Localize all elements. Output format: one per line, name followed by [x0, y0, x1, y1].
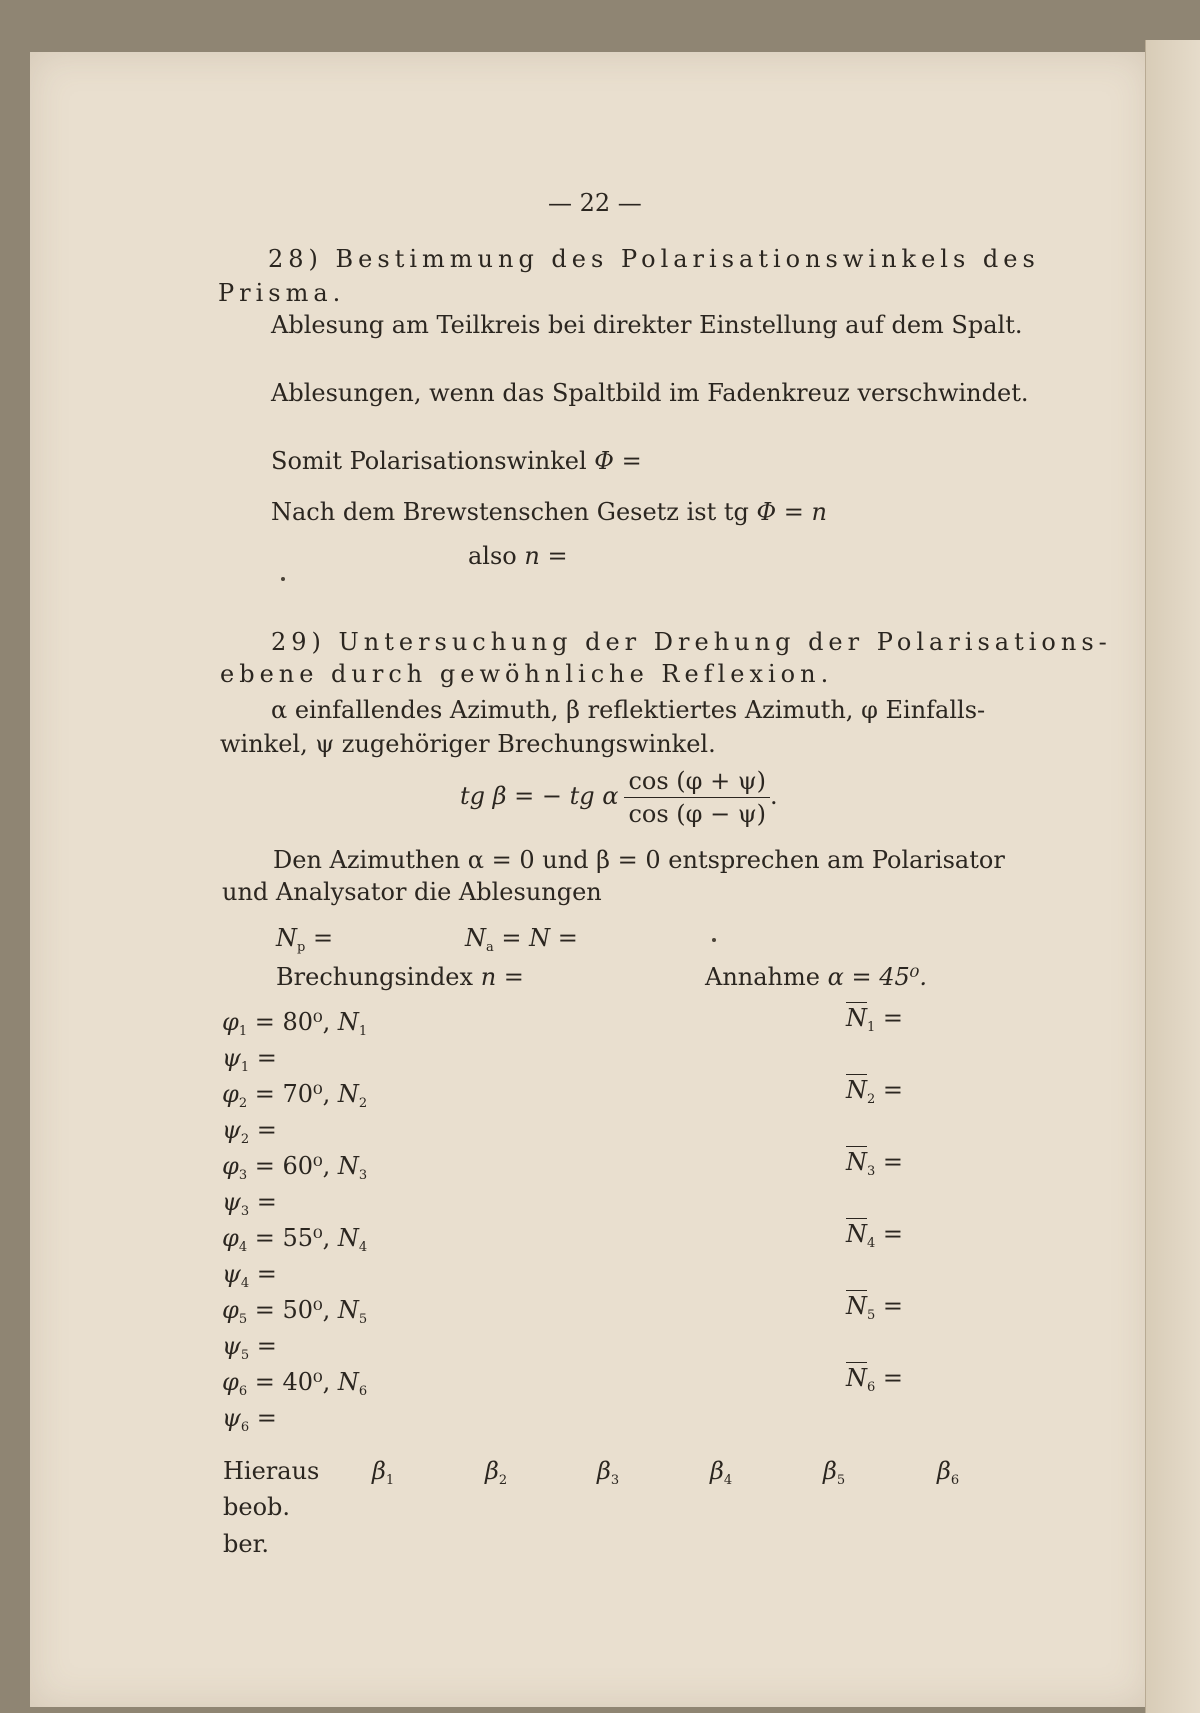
angle-value: = 55⁰,	[254, 1224, 331, 1252]
psi-equals: =	[256, 1404, 277, 1432]
na-symbol: N	[465, 924, 486, 952]
n-bar-row	[846, 1147, 903, 1187]
phi-row	[222, 1007, 367, 1047]
phi-row	[222, 1079, 367, 1119]
symbol-definitions: α einfallendes Azimuth, β reflektiertes Azimuth, φ Einfalls-	[271, 696, 986, 724]
beta-subscript: 4	[723, 1473, 733, 1488]
n-subscript: 4	[358, 1240, 368, 1255]
na-reading	[465, 923, 578, 963]
formula-numerator: cos (φ + ψ)	[624, 767, 770, 798]
n-bar-equals: =	[882, 1220, 904, 1248]
n-bar-subscript: 5	[867, 1308, 876, 1323]
formula-fraction	[624, 767, 770, 828]
psi-equals: =	[256, 1044, 277, 1072]
azimuth-statement: Den Azimuthen α = 0 und β = 0 entsprechen am Polarisator	[273, 846, 1005, 874]
beta-symbol: β	[823, 1457, 837, 1485]
refractive-index-line	[468, 541, 568, 571]
phi-subscript: 2	[238, 1096, 248, 1111]
n-subscript: 3	[358, 1168, 368, 1183]
phi-row	[222, 1151, 367, 1191]
n-bar-equals: =	[882, 1148, 904, 1176]
psi-subscript: 2	[240, 1132, 250, 1147]
n-bar-row	[846, 1003, 903, 1043]
polarisation-angle-label: Somit Polarisationswinkel	[271, 447, 587, 475]
angle-value: = 50⁰,	[254, 1296, 331, 1324]
beta-column-header	[937, 1456, 959, 1496]
psi-symbol: ψ	[222, 1044, 241, 1072]
psi-row	[222, 1331, 277, 1371]
n-bar-equals: =	[882, 1292, 904, 1320]
psi-row	[222, 1259, 277, 1299]
phi-symbol: φ	[222, 1224, 239, 1252]
phi-row	[222, 1223, 367, 1263]
n-equals: n =	[524, 542, 568, 570]
n-symbol: N	[337, 1224, 359, 1252]
psi-symbol: ψ	[222, 1404, 241, 1432]
n-symbol: N	[337, 1008, 359, 1036]
brewster-law-formula: Φ = n	[756, 498, 827, 526]
psi-row	[222, 1187, 277, 1227]
n-bar-row	[846, 1075, 903, 1115]
beta-column-header	[372, 1456, 394, 1496]
refractive-index-label: Brechungsindex	[276, 963, 474, 991]
n-bar-row	[846, 1219, 903, 1259]
n-symbol: N	[337, 1296, 359, 1324]
phi-subscript: 6	[238, 1384, 248, 1399]
observed-label: beob.	[223, 1493, 291, 1521]
n-subscript: 1	[358, 1024, 368, 1039]
assumption	[705, 962, 927, 992]
phi-row	[222, 1295, 367, 1335]
beta-subscript: 3	[610, 1473, 620, 1488]
psi-row	[222, 1115, 277, 1155]
n-bar-symbol: N	[846, 1220, 867, 1248]
symbol-definitions-cont: winkel, ψ zugehöriger Brechungswinkel.	[220, 730, 716, 758]
n-bar-row	[846, 1291, 903, 1331]
reading-direct: Ablesung am Teilkreis bei direkter Einstellung auf dem Spalt.	[271, 311, 1023, 339]
beta-subscript: 2	[498, 1473, 508, 1488]
formula-left-side: tg β = − tg α	[460, 782, 619, 810]
beta-column-header	[485, 1456, 507, 1496]
n-bar-symbol: N	[846, 1292, 867, 1320]
n-symbol: N	[337, 1080, 359, 1108]
n-bar-symbol: N	[846, 1004, 867, 1032]
beta-symbol: β	[597, 1457, 611, 1485]
psi-row	[222, 1043, 277, 1083]
beta-subscript: 1	[385, 1473, 395, 1488]
adjacent-page-edge	[1145, 40, 1200, 1713]
psi-equals: =	[256, 1332, 277, 1360]
paper-speck	[281, 577, 285, 581]
n-bar-subscript: 1	[867, 1020, 876, 1035]
n-subscript: 2	[358, 1096, 368, 1111]
phi-symbol: φ	[222, 1080, 239, 1108]
psi-row	[222, 1403, 277, 1443]
beta-subscript: 6	[950, 1473, 960, 1488]
section-29-heading: 29) Untersuchung der Drehung der Polarisations-	[271, 628, 1112, 656]
angle-value: = 60⁰,	[254, 1152, 331, 1180]
reading-slit-image: Ablesungen, wenn das Spaltbild im Fadenkreuz verschwindet.	[271, 379, 1029, 407]
n-bar-subscript: 4	[867, 1236, 876, 1251]
phi-subscript: 4	[238, 1240, 248, 1255]
formula-period: .	[770, 782, 778, 810]
psi-symbol: ψ	[222, 1188, 241, 1216]
beta-column-header	[710, 1456, 732, 1496]
np-symbol: N	[276, 924, 297, 952]
np-subscript: p	[297, 940, 306, 955]
refractive-index-symbol: n =	[480, 963, 524, 991]
phi-symbol: φ	[222, 1152, 239, 1180]
na-equals-n: = N =	[501, 924, 578, 952]
phi-row	[222, 1367, 367, 1407]
phi-symbol: φ	[222, 1368, 239, 1396]
angle-value: = 40⁰,	[254, 1368, 331, 1396]
also-label: also	[468, 542, 517, 570]
n-bar-subscript: 3	[867, 1164, 876, 1179]
psi-symbol: ψ	[222, 1332, 241, 1360]
psi-symbol: ψ	[222, 1260, 241, 1288]
beta-symbol: β	[485, 1457, 499, 1485]
beta-column-header	[823, 1456, 845, 1496]
np-reading	[276, 923, 333, 963]
n-subscript: 5	[358, 1312, 368, 1327]
psi-equals: =	[256, 1260, 277, 1288]
section-28-heading: 28) Bestimmung des Polarisationswinkels des	[268, 245, 1040, 273]
phi-symbol: φ	[222, 1008, 239, 1036]
np-equals: =	[312, 924, 334, 952]
psi-symbol: ψ	[222, 1116, 241, 1144]
n-bar-subscript: 6	[867, 1380, 876, 1395]
n-symbol: N	[337, 1152, 359, 1180]
phi-subscript: 1	[238, 1024, 248, 1039]
psi-subscript: 3	[240, 1204, 250, 1219]
psi-equals: =	[256, 1116, 277, 1144]
assumption-value: α = 45⁰.	[827, 963, 927, 991]
formula-denominator: cos (φ − ψ)	[628, 800, 767, 828]
psi-subscript: 5	[240, 1348, 250, 1363]
beta-symbol: β	[937, 1457, 951, 1485]
phi-subscript: 3	[238, 1168, 248, 1183]
n-bar-symbol: N	[846, 1364, 867, 1392]
n-bar-equals: =	[882, 1004, 904, 1032]
reflection-formula	[460, 767, 778, 828]
beta-subscript: 5	[836, 1473, 846, 1488]
psi-subscript: 4	[240, 1276, 250, 1291]
n-symbol: N	[337, 1368, 359, 1396]
psi-subscript: 6	[240, 1420, 250, 1435]
n-bar-equals: =	[882, 1076, 904, 1104]
psi-subscript: 1	[240, 1060, 250, 1075]
angle-value: = 70⁰,	[254, 1080, 331, 1108]
psi-equals: =	[256, 1188, 277, 1216]
calculated-label: ber.	[223, 1530, 270, 1558]
azimuth-statement-cont: und Analysator die Ablesungen	[222, 878, 602, 906]
polarisation-angle-line	[271, 446, 642, 476]
brewster-law-label: Nach dem Brewstenschen Gesetz ist tg	[271, 498, 749, 526]
beta-symbol: β	[372, 1457, 386, 1485]
section-28-heading-cont: Prisma.	[218, 279, 346, 307]
n-bar-symbol: N	[846, 1076, 867, 1104]
na-subscript: a	[486, 940, 494, 955]
n-bar-equals: =	[882, 1364, 904, 1392]
beta-symbol: β	[710, 1457, 724, 1485]
angle-value: = 80⁰,	[254, 1008, 331, 1036]
section-29-heading-cont: ebene durch gewöhnliche Reflexion.	[220, 660, 834, 688]
polarisation-angle-symbol: Φ =	[594, 447, 642, 475]
paper-speck	[712, 938, 716, 942]
n-subscript: 6	[358, 1384, 368, 1399]
n-bar-subscript: 2	[867, 1092, 876, 1107]
page-number: — 22 —	[548, 189, 642, 217]
n-bar-row	[846, 1363, 903, 1403]
beta-column-header	[597, 1456, 619, 1496]
hieraus-label: Hieraus	[223, 1457, 320, 1485]
assumption-label: Annahme	[705, 963, 820, 991]
brewster-law-line	[271, 497, 827, 527]
refractive-index-prompt	[276, 962, 524, 992]
phi-symbol: φ	[222, 1296, 239, 1324]
n-bar-symbol: N	[846, 1148, 867, 1176]
phi-subscript: 5	[238, 1312, 248, 1327]
